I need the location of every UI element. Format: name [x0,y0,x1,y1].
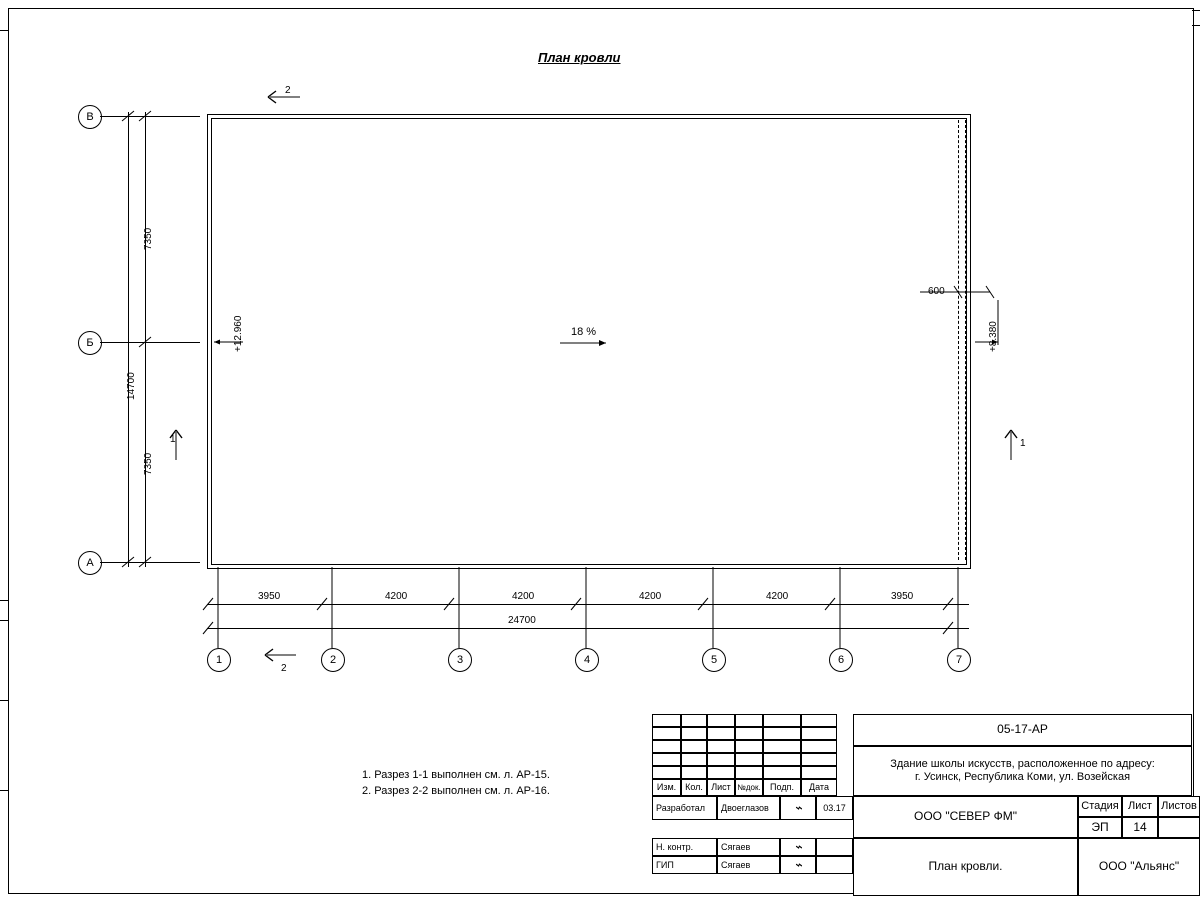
edge-tick [0,30,8,31]
dim-4200-1: 4200 [385,591,408,602]
axis-bubble-B: Б [78,331,102,355]
tb-sign-2 [780,856,816,874]
tb-object-line2: г. Усинск, Республика Коми, ул. Возейская [914,771,1131,783]
rev-grid-cell [652,753,681,766]
dim-line-horizontal [207,604,969,605]
tb-header-ndok: №док. [735,779,763,796]
rev-grid-cell [763,727,801,740]
edge-tick [1192,25,1200,26]
rev-grid-cell [735,766,763,779]
slope-label: 18 % [571,326,597,338]
tb-sheet-value: 14 [1122,817,1158,838]
dim-tick [121,116,136,117]
dim-line-horizontal-total [207,628,969,629]
rev-grid-cell [735,740,763,753]
dim-3950-right: 3950 [891,591,914,602]
axis-bubble-5: 5 [702,648,726,672]
dim-4200-4: 4200 [766,591,789,602]
tb-sheets-label: Листов [1158,796,1200,817]
note-2: 2. Разрез 2-2 выполнен см. л. АР-16. [362,784,550,797]
dim-4200-2: 4200 [512,591,535,602]
section-mark-2-bottom: 2 [281,663,287,674]
rev-grid-cell [707,740,735,753]
dim-14700-total: 14700 [126,372,137,400]
tb-date-0: 03.17 [816,796,853,820]
rev-grid-cell [801,753,837,766]
tb-header-list: Лист [707,779,735,796]
tb-designer: ООО "Альянс" [1078,838,1200,896]
rev-grid-cell [652,727,681,740]
rev-grid-cell [707,714,735,727]
dim-3950-left: 3950 [258,591,281,602]
axis-bubble-6: 6 [829,648,853,672]
tb-role-0: Разработал [652,796,717,820]
tb-code: 05-17-АР [853,714,1192,746]
tb-sheets-value [1158,817,1200,838]
dim-600: 600 [928,286,945,297]
edge-tick [0,790,8,791]
hidden-line [965,120,966,560]
tb-sign-0 [780,796,816,820]
dim-tick [121,562,136,563]
rev-grid-cell [681,766,707,779]
rev-grid-cell [801,740,837,753]
tb-stage-value: ЭП [1078,817,1122,838]
axis-bubble-3: 3 [448,648,472,672]
rev-grid-cell [707,727,735,740]
rev-grid-cell [681,727,707,740]
dim-overall-24700: 24700 [508,615,536,626]
signature-glyph: ⌁ [794,838,802,854]
signature-glyph: ⌁ [794,799,802,815]
rev-grid-cell [681,714,707,727]
rev-grid-cell [801,727,837,740]
tb-name-2: Сягаев [717,856,780,874]
tb-date-2 [816,856,853,874]
tb-object [853,746,1192,796]
axis-bubble-A: А [78,551,102,575]
tb-object-line1: Здание школы искусств, расположенное по адресу: [890,758,1155,771]
rev-grid-cell [735,727,763,740]
rev-grid-cell [801,766,837,779]
tb-header-podp: Подп. [763,779,801,796]
tb-sign-1 [780,838,816,856]
dim-line-vertical-outer [128,112,129,567]
tb-header-izm: Изм. [652,779,681,796]
tb-company: ООО "СЕВЕР ФМ" [853,796,1078,838]
tb-role-2: ГИП [652,856,717,874]
rev-grid-cell [681,740,707,753]
dim-7350-upper: 7350 [143,227,154,250]
tb-role-1: Н. контр. [652,838,717,856]
rev-grid-cell [763,714,801,727]
rev-grid-cell [707,766,735,779]
note-1: 1. Разрез 1-1 выполнен см. л. АР-15. [362,769,550,781]
rev-grid-cell [763,766,801,779]
tb-header-kol: Кол. [681,779,707,796]
dim-tick [138,342,153,343]
rev-grid-cell [681,753,707,766]
tb-sheet-label: Лист [1122,796,1158,817]
edge-tick [1192,10,1200,11]
roof-parapet-inner [211,118,967,565]
rev-grid-cell [652,740,681,753]
rev-grid-cell [735,753,763,766]
dim-line-vertical-inner [145,112,146,567]
rev-grid-cell [652,766,681,779]
dim-4200-3: 4200 [639,591,662,602]
tb-stage-label: Стадия [1078,796,1122,817]
section-mark-1-left: 1 [170,434,176,445]
section-mark-1-right: 1 [1020,438,1026,449]
edge-tick [0,620,8,621]
page-title: План кровли [538,50,621,65]
hidden-line [958,120,959,560]
axis-bubble-7: 7 [947,648,971,672]
rev-grid-cell [763,740,801,753]
tb-name-1: Сягаев [717,838,780,856]
tb-sheet-name: План кровли. [853,838,1078,896]
elevation-8380: +8.380 [988,321,999,352]
tb-header-data: Дата [801,779,837,796]
elevation-12960: +12.960 [233,315,244,352]
notes-block [362,768,550,800]
axis-bubble-V: В [78,105,102,129]
dim-tick [138,116,153,117]
axis-bubble-1: 1 [207,648,231,672]
rev-grid-cell [707,753,735,766]
dim-tick [138,562,153,563]
rev-grid-cell [652,714,681,727]
section-mark-2-top: 2 [285,85,291,96]
rev-grid-cell [801,714,837,727]
tb-date-1 [816,838,853,856]
axis-bubble-2: 2 [321,648,345,672]
edge-tick [0,600,8,601]
axis-bubble-4: 4 [575,648,599,672]
edge-tick [0,700,8,701]
rev-grid-cell [735,714,763,727]
rev-grid-cell [763,753,801,766]
tb-name-0: Двоеглазов [717,796,780,820]
dim-7350-lower: 7350 [143,452,154,475]
signature-glyph: ⌁ [794,856,802,872]
